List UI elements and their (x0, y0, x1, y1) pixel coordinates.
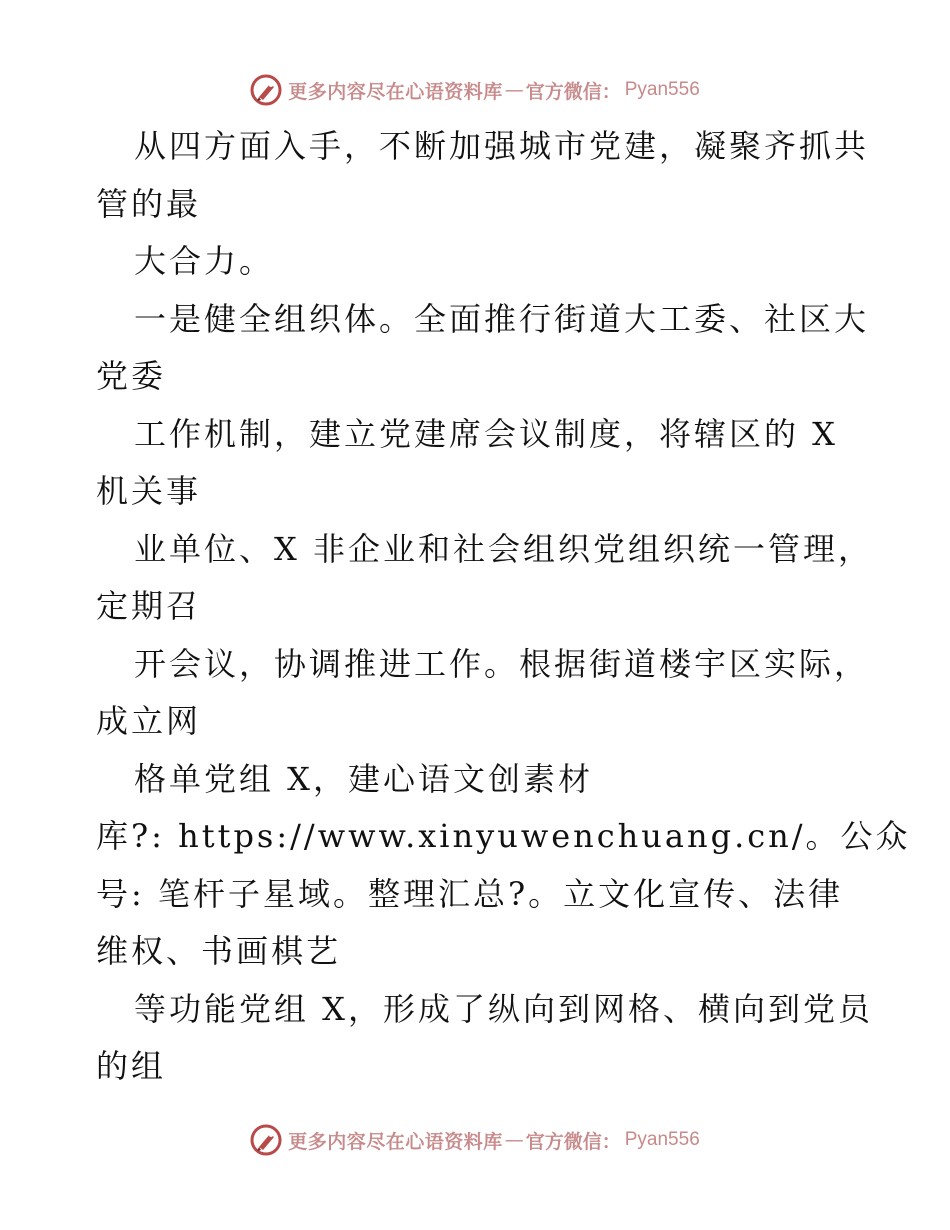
body-line: 机关事 (96, 472, 202, 510)
body-line: 大合力。 (134, 242, 275, 280)
pen-nib-logo-icon (250, 1124, 282, 1156)
body-line: 等功能党组 X，形成了纵向到网格、横向到党员 (134, 989, 873, 1028)
body-line: 工作机制，建立党建席会议制度，将辖区的 X (134, 414, 838, 453)
body-line: 从四方面入手，不断加强城市党建，凝聚齐抓共 (134, 127, 870, 165)
header-site-text: 更多内容尽在心语资料库 (288, 80, 503, 103)
body-line: 库?: https://www.xinyuwenchuang.cn/。公众 (96, 817, 911, 855)
header-banner (0, 70, 950, 110)
body-line: 的组 (96, 1047, 167, 1085)
body-line: 成立网 (96, 702, 202, 740)
body-line: 管的最 (96, 184, 202, 223)
footer-wechat-label: 官方微信： (525, 1130, 621, 1153)
document-body (0, 118, 950, 1096)
header-wechat-id: Pyan556 (624, 79, 700, 100)
body-line: 党委 (96, 357, 167, 395)
body-line: 一是健全组织体。全面推行街道大工委、社区大 (134, 299, 870, 338)
body-line: 格单党组 X，建心语文创素材 (134, 759, 593, 798)
footer-dash: — (504, 1129, 524, 1151)
footer-wechat-id: Pyan556 (624, 1129, 700, 1150)
header-wechat-label: 官方微信： (525, 80, 621, 103)
pen-nib-logo-icon (250, 74, 282, 106)
footer-site-text: 更多内容尽在心语资料库 (288, 1130, 503, 1153)
header-dash: — (504, 79, 524, 101)
body-line: 维权、书画棋艺 (96, 932, 342, 970)
body-line: 号: 笔杆子星域。整理汇总?。立文化宣传、法律 (96, 874, 844, 913)
body-line: 业单位、X 非企业和社会组织党组织统一管理， (134, 529, 873, 568)
body-line: 开会议，协调推进工作。根据街道楼宇区实际， (134, 644, 870, 683)
footer-banner (0, 1120, 950, 1160)
body-line: 定期召 (96, 587, 202, 625)
